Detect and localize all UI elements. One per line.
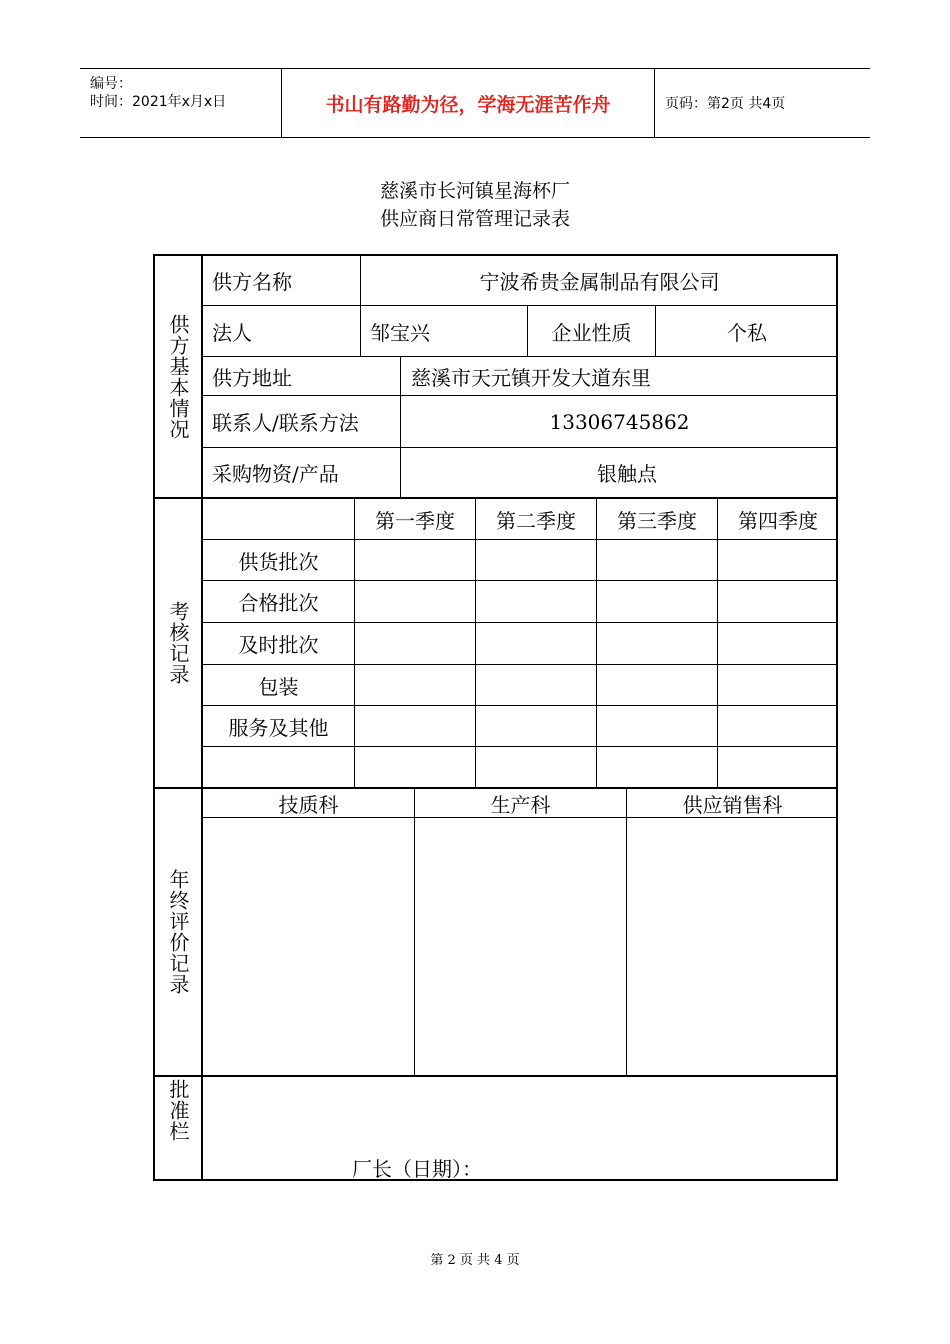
grid-line	[414, 789, 415, 1075]
grid-line	[475, 499, 476, 787]
assessment-row-label: 供货批次	[238, 549, 319, 574]
section-label-text: 供方基本情况	[166, 313, 190, 440]
grid-line	[596, 499, 597, 787]
page-header	[80, 68, 870, 138]
annual-section-label	[155, 789, 201, 1075]
quarter-header: 第三季度	[617, 508, 697, 533]
product-label: 采购物资/产品	[212, 462, 339, 486]
legal-person-label: 法人	[212, 320, 252, 345]
section-label-text: 考核记录	[166, 601, 190, 685]
section-divider	[153, 1075, 838, 1077]
assessment-section-label	[155, 499, 201, 787]
page-info: 页码：第2页 共4页	[665, 96, 786, 112]
page-footer: 第 2 页 共 4 页	[430, 1253, 520, 1268]
quarter-header: 第四季度	[738, 508, 818, 533]
department-header: 供应销售科	[682, 792, 783, 817]
assessment-row-label	[203, 747, 354, 787]
section-label-text: 批准栏	[166, 1079, 190, 1142]
enterprise-nature-label: 企业性质	[551, 320, 632, 345]
product-value: 银触点	[597, 462, 657, 486]
company-title: 慈溪市长河镇星海杯厂	[379, 180, 570, 202]
assessment-row-label: 服务及其他	[228, 715, 329, 740]
contact-value: 13306745862	[549, 409, 690, 434]
grid-line	[626, 789, 627, 1075]
section-label-text: 年终评价记录	[166, 869, 190, 995]
legal-person-value: 邹宝兴	[370, 320, 430, 345]
quarter-header: 第二季度	[496, 508, 576, 533]
assessment-row-label: 包装	[258, 674, 299, 699]
supplier-address-value: 慈溪市天元镇开发大道东里	[411, 365, 651, 390]
code-label: 编号：	[90, 76, 132, 92]
basic-section-label	[155, 256, 201, 497]
supplier-name-value: 宁波希贵金属制品有限公司	[479, 270, 720, 294]
enterprise-nature-value: 个私	[727, 320, 767, 345]
supplier-name-label: 供方名称	[212, 270, 292, 294]
grid-line	[354, 499, 355, 787]
factory-director-signature: 厂长（日期）：	[352, 1156, 482, 1181]
department-header: 生产科	[490, 792, 551, 817]
supplier-address-label: 供方地址	[212, 365, 292, 390]
form-title: 供应商日常管理记录表	[379, 208, 570, 230]
assessment-row-label: 合格批次	[238, 591, 319, 615]
approval-section-label	[155, 1077, 201, 1159]
assessment-row-label: 及时批次	[238, 633, 319, 657]
contact-label: 联系人/联系方法	[212, 411, 359, 435]
motto: 书山有路勤为径，学海无涯苦作舟	[325, 93, 611, 116]
date-label: 时间：2021年x月x日	[90, 94, 227, 110]
quarter-header: 第一季度	[375, 508, 455, 533]
grid-line	[717, 499, 718, 787]
header-divider	[654, 69, 655, 137]
department-header: 技质科	[278, 792, 339, 817]
